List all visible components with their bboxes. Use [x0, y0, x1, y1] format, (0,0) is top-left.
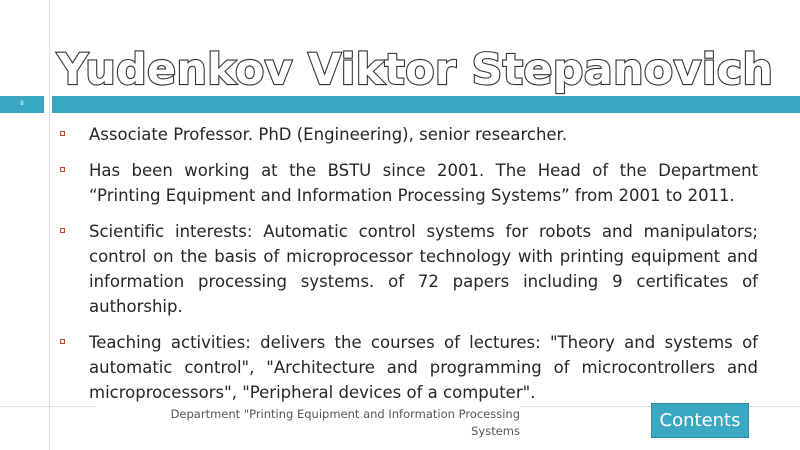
slide-number: 8: [0, 96, 44, 113]
slide-title: Yudenkov Viktor Stepanovich: [57, 45, 774, 95]
square-bullet-icon: [60, 167, 65, 172]
square-bullet-icon: [60, 339, 65, 344]
footer-line-1: Department "Printing Equipment and Information Processing: [170, 407, 520, 421]
bullet-text: Scientific interests: Automatic control systems for robots and manipulators; control on the basis of microprocessor technology with printing equipment and information processing systems. of 72 papers including 9 certificates of authorship.: [89, 222, 758, 316]
title-accent-bar: [52, 96, 800, 113]
bullet-item: [60, 330, 758, 405]
bullet-item: [60, 122, 758, 147]
bullet-text: Teaching activities: delivers the courses of lectures: "Theory and systems of automatic control", "Architecture and programming of microcontrollers and microprocessors", "Peripheral devices of a computer".: [89, 333, 758, 402]
bullet-text: Has been working at the BSTU since 2001. The Head of the Department “Printing Equipment and Information Processing Systems” from 2001 to 2011.: [89, 161, 758, 205]
bullet-item: [60, 158, 758, 208]
footer-department: [95, 406, 520, 440]
bullet-text: Associate Professor. PhD (Engineering), senior researcher.: [89, 125, 568, 144]
bullet-item: [60, 219, 758, 319]
square-bullet-icon: [60, 228, 65, 233]
bullet-list: [60, 122, 758, 416]
footer-line-2: Systems: [471, 424, 520, 438]
frame-vertical-line: [49, 0, 50, 450]
contents-button[interactable]: Contents: [651, 403, 749, 438]
square-bullet-icon: [60, 131, 65, 136]
